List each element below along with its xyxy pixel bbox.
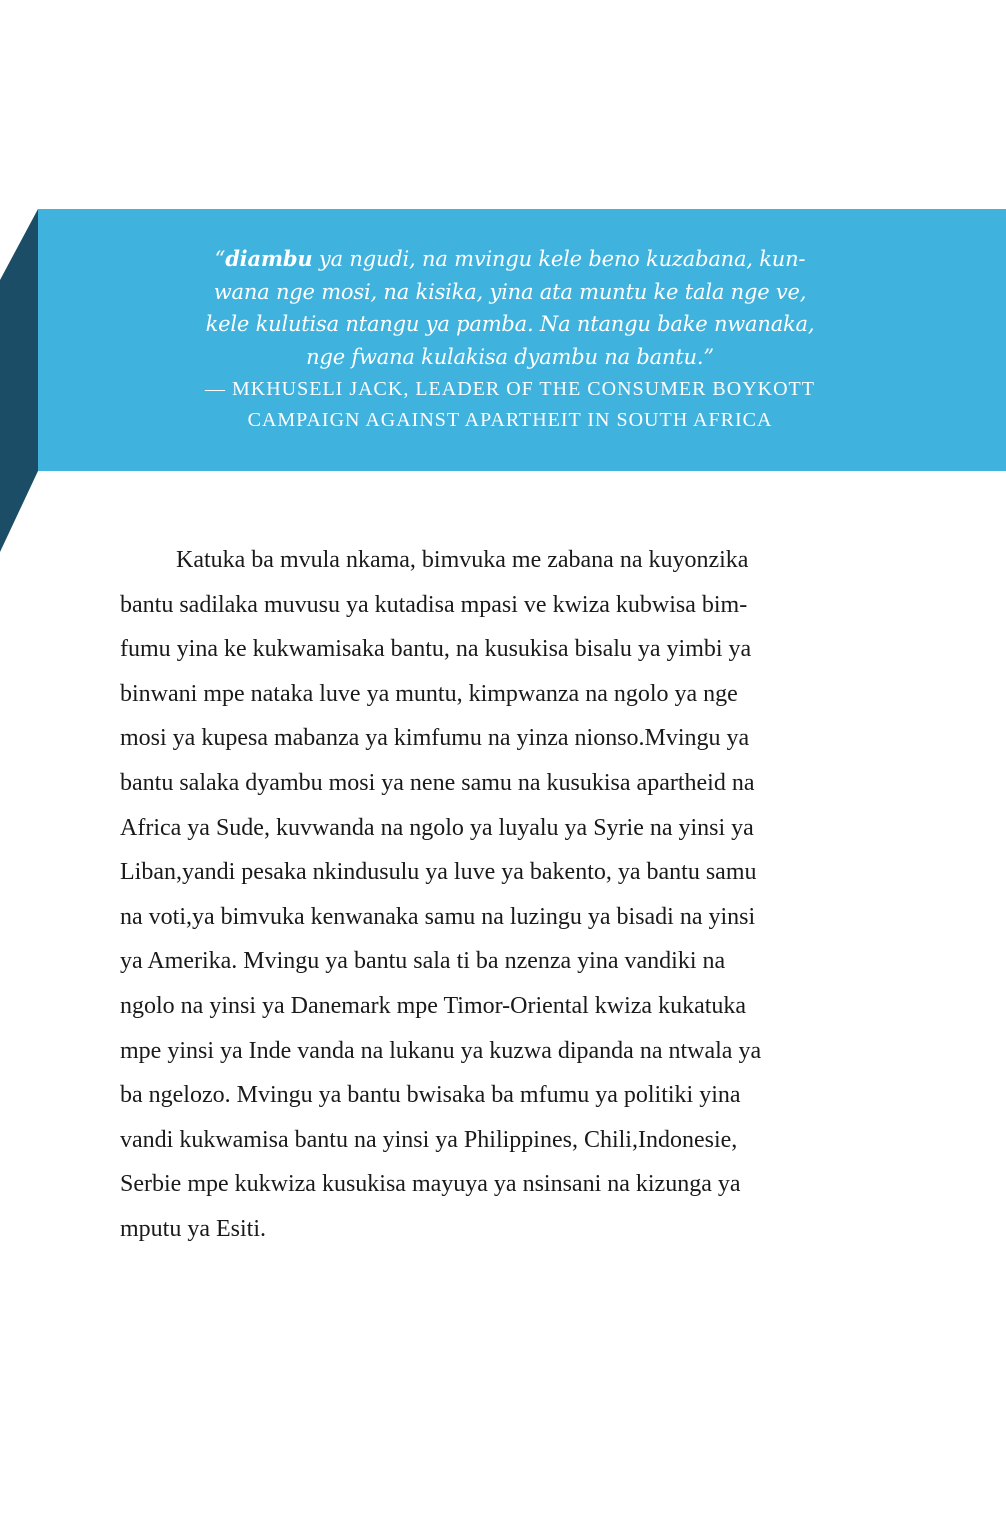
quote-emphasis: diambu <box>225 246 313 271</box>
body-line: Liban,yandi pesaka nkindusulu ya luve ya bakento, ya bantu samu <box>120 859 757 886</box>
body-line: ba ngelozo. Mvingu ya bantu bwisaka ba mfumu ya politiki yina <box>120 1082 741 1109</box>
attribution-line: — MKHUSELI JACK, LEADER OF THE CONSUMER BOYKOTT <box>205 378 815 400</box>
body-line: Serbie mpe kukwiza kusukisa mayuya ya nsinsani na kizunga ya <box>120 1171 741 1198</box>
body-line: mosi ya kupesa mabanza ya kimfumu na yinza nionso.Mvingu ya <box>120 725 750 752</box>
body-line: bantu sadilaka muvusu ya kutadisa mpasi ve kwiza kubwisa bim- <box>120 591 748 618</box>
quote-line-text: ya ngudi, na mvingu kele beno kuzabana, kun- <box>312 247 806 271</box>
body-line: mpe yinsi ya Inde vanda na lukanu ya kuzwa dipanda na ntwala ya <box>120 1037 762 1064</box>
body-line: bantu salaka dyambu mosi ya nene samu na kusukisa apartheid na <box>120 769 755 796</box>
body-line: Africa ya Sude, kuvwanda na ngolo ya luyalu ya Syrie na yinsi ya <box>120 814 754 841</box>
quote-text <box>150 243 870 373</box>
body-line: mputu ya Esiti. <box>120 1215 266 1242</box>
quote-line: wana nge mosi, na kisika, yina ata muntu ke tala nge ve, <box>213 279 807 304</box>
body-line: binwani mpe nataka luve ya muntu, kimpwanza na ngolo ya nge <box>120 680 738 707</box>
attribution-line: CAMPAIGN AGAINST APARTHEIT IN SOUTH AFRICA <box>247 409 773 431</box>
body-line: ngolo na yinsi ya Danemark mpe Timor-Oriental kwiza kukatuka <box>120 992 747 1019</box>
quote-line <box>150 243 870 276</box>
body-line: fumu yina ke kukwamisaka bantu, na kusukisa bisalu ya yimbi ya <box>120 636 752 663</box>
quote-line: nge fwana kulakisa dyambu na bantu.” <box>306 344 714 369</box>
body-paragraph <box>120 538 900 1252</box>
body-line: Katuka ba mvula nkama, bimvuka me zabana na kuyonzika <box>176 547 749 573</box>
quote-line: kele kulutisa ntangu ya pamba. Na ntangu bake nwanaka, <box>205 312 815 336</box>
quote-attribution <box>150 374 870 436</box>
body-line: na voti,ya bimvuka kenwanaka samu na luzingu ya bisadi na yinsi <box>120 903 756 930</box>
quote-open-mark: “ <box>214 247 226 271</box>
decorative-side-shape <box>0 209 38 552</box>
pull-quote <box>150 243 870 436</box>
body-line: ya Amerika. Mvingu ya bantu sala ti ba nzenza yina vandiki na <box>120 948 726 975</box>
body-line: vandi kukwamisa bantu na yinsi ya Philippines, Chili,Indonesie, <box>120 1126 738 1153</box>
